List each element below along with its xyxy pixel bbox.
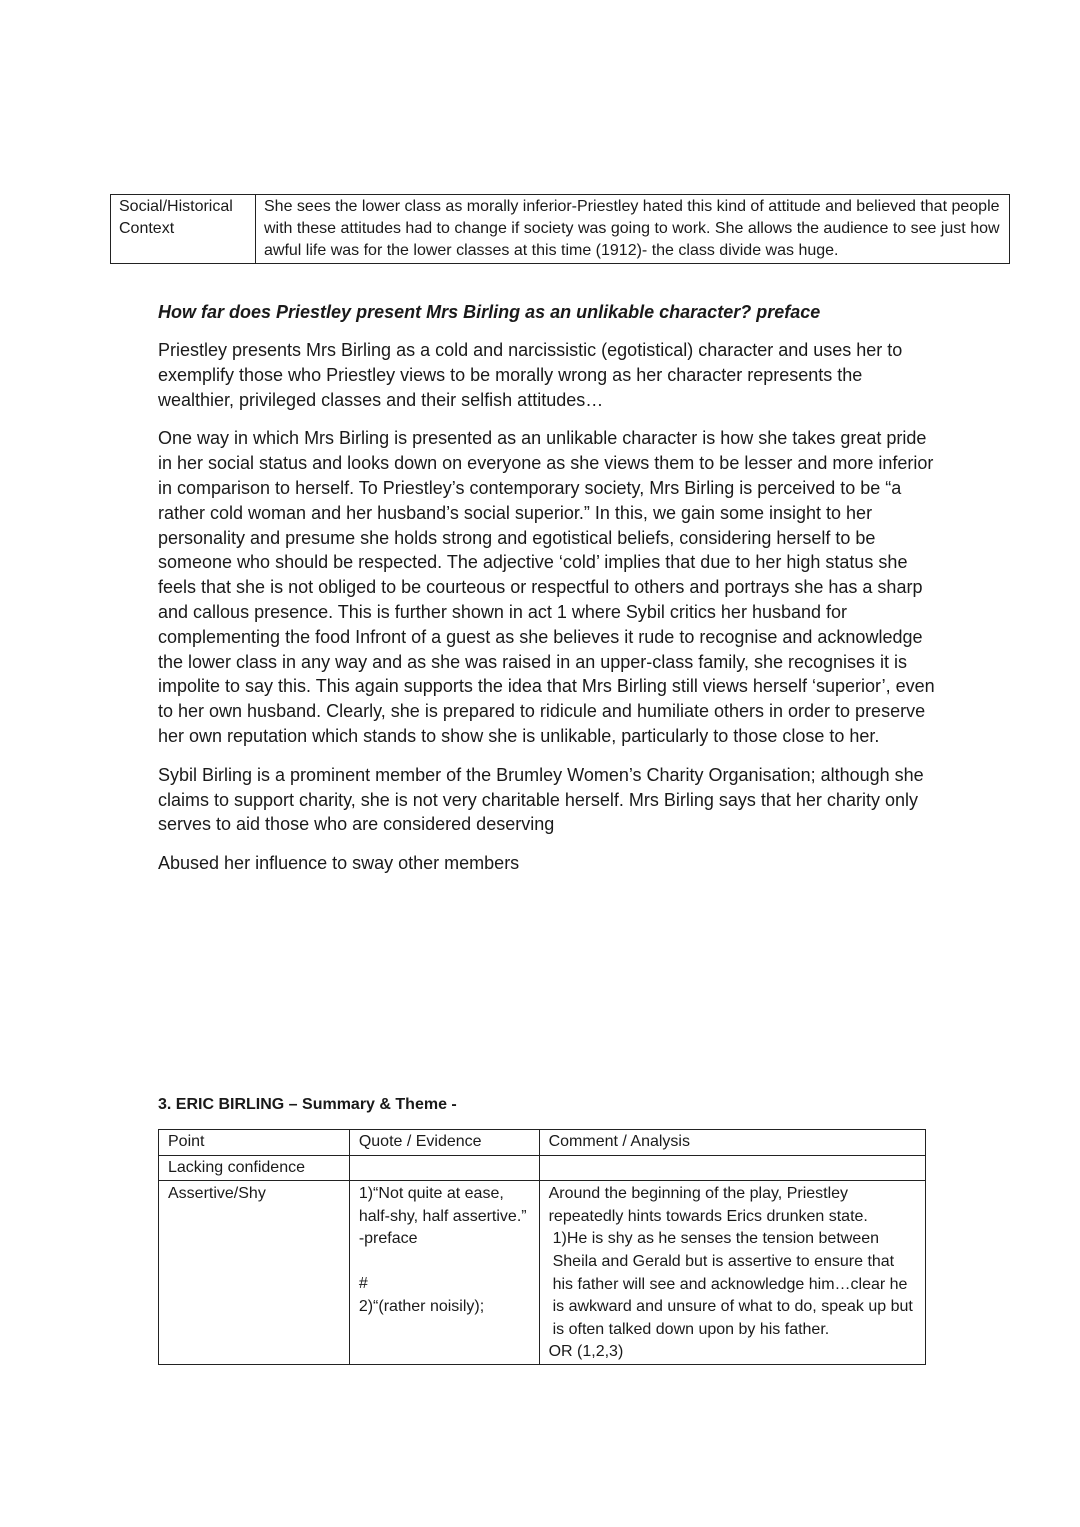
comment-2: 1)He is shy as he senses the tension between Sheila and Gerald but is assertive to ensure that his father will see and acknowledge him…clear he is awkward and unsure of what to do, speak up but is often talked down upon by his father. [552, 1230, 913, 1338]
context-label: Social/Historical Context [111, 195, 256, 264]
essay-section [158, 300, 938, 890]
header-point: Point [159, 1130, 350, 1156]
quote-cell [349, 1155, 539, 1181]
comment-cell [539, 1181, 925, 1365]
context-text: She sees the lower class as morally inferior-Priestley hated this kind of attitude and believed that people with these attitudes had to change if society was going to work. She allows the audience to see just how awful life was for the lower classes at this time (1912)- the class divide was huge. [256, 195, 1010, 264]
quote-2: 2)“(rather noisily); [358, 1297, 485, 1315]
essay-paragraph-2: One way in which Mrs Birling is presented as an unlikable character is how she takes great pride in her social status and looks down on everyone as she views them to be lesser and more inferior in comparison to herself. To Priestley’s contemporary society, Mrs Birling is perceived to be “a rather cold woman and her husband’s social superior.” In this, we gain some insight to her personality and presume she holds strong and egotistical beliefs, considering herself to be someone who should be respected. The adjective ‘cold’ implies that due to her high status she feels that she is not obliged to be courteous or respectful to others and portrays she has a sharp and callous presence. This is further shown in act 1 where Sybil critics her husband for complementing the food Infront of a guest as she believes it rude to recognise and acknowledge the lower class in any way and as she was raised in an upper-class family, she recognises it is impolite to say this. This again supports the idea that Mrs Birling still views herself ‘superior’, even to her own husband. Clearly, she is prepared to ridicule and humiliate others in order to preserve her own reputation which stands to show she is unlikable, particularly to those close to her. [158, 428, 935, 746]
context-table [110, 194, 1010, 264]
quote-1: 1)“Not quite at ease, half-shy, half assertive.” -preface [358, 1185, 527, 1248]
eric-table [158, 1129, 926, 1365]
comment-3: OR (1,2,3) [548, 1343, 624, 1361]
comment-cell [539, 1155, 925, 1181]
quote-cell [349, 1181, 539, 1365]
table-row [159, 1181, 926, 1365]
point-cell: Assertive/Shy [159, 1181, 350, 1365]
essay-paragraph-3: Sybil Birling is a prominent member of the Brumley Women’s Charity Organisation; although she claims to support charity, she is not very charitable herself. Mrs Birling says that her charity only serves to aid those who are considered deserving [158, 764, 924, 835]
context-row [111, 195, 1010, 264]
point-cell: Lacking confidence [159, 1155, 350, 1181]
essay-question: How far does Priestley present Mrs Birling as an unlikable character? preface [158, 302, 821, 322]
comment-1: Around the beginning of the play, Priestley repeatedly hints towards Erics drunken state. [548, 1185, 868, 1225]
header-quote: Quote / Evidence [349, 1130, 539, 1156]
quote-spacer [359, 1251, 530, 1273]
quote-hash: # [358, 1274, 368, 1292]
eric-section-title: 3. ERIC BIRLING – Summary & Theme - [158, 1096, 457, 1113]
essay-paragraph-1: Priestley presents Mrs Birling as a cold and narcissistic (egotistical) character and uses her to exemplify those who Priestley views to be morally wrong as her character represents the wealthier, privileged classes and their selfish attitudes… [158, 340, 903, 410]
eric-table-header-row [159, 1130, 926, 1156]
essay-paragraph-4: Abused her influence to sway other members [158, 853, 520, 874]
header-comment: Comment / Analysis [539, 1130, 925, 1156]
table-row [159, 1155, 926, 1181]
